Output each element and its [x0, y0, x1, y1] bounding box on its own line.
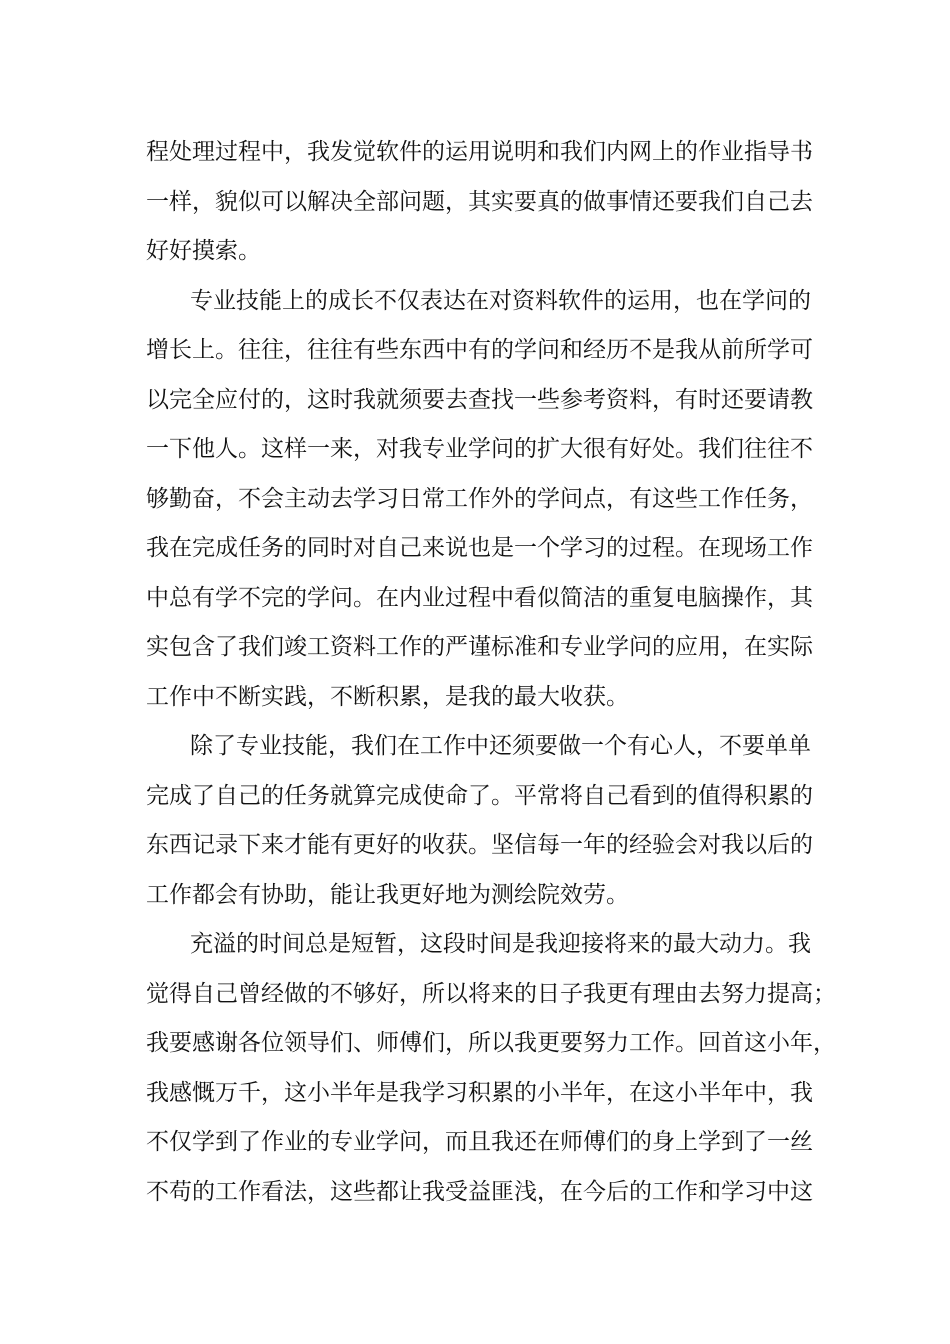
paragraph-start-line: 除了专业技能，我们在工作中还须要做一个有心人，不要单单: [190, 733, 811, 759]
text-line: 我要感谢各位领导们、师傅们，所以我更要努力工作。回首这小年，: [146, 1030, 836, 1056]
text-line: 一下他人。这样一来，对我专业学问的扩大很有好处。我们往往不: [146, 436, 813, 462]
text-line: 以完全应付的，这时我就须要去查找一些参考资料，有时还要请教: [146, 386, 813, 413]
text-line: 完成了自己的任务就算完成使命了。平常将自己看到的值得积累的: [146, 782, 813, 809]
text-line: 增长上。往往，往往有些东西中有的学问和经历不是我从前所学可: [146, 337, 813, 363]
text-line: 够勤奋，不会主动去学习日常工作外的学问点，有这些工作任务，: [146, 485, 813, 512]
paragraph-start-line: 充溢的时间总是短暂，这段时间是我迎接将来的最大动力。我: [190, 931, 811, 957]
text-line: 觉得自己曾经做的不够好，所以将来的日子我更有理由去努力提高；: [146, 980, 836, 1007]
paragraph-start-line: 专业技能上的成长不仅表达在对资料软件的运用，也在学问的: [190, 287, 811, 314]
text-line: 好好摸索。: [146, 238, 261, 264]
text-line: 东西记录下来才能有更好的收获。坚信每一年的经验会对我以后的: [146, 832, 813, 858]
text-line: 程处理过程中，我发觉软件的运用说明和我们内网上的作业指导书: [146, 139, 813, 165]
text-line: 实包含了我们竣工资料工作的严谨标准和专业学问的应用，在实际: [146, 634, 813, 660]
text-line: 工作中不断实践，不断积累，是我的最大收获。: [146, 683, 629, 710]
text-line: 不苟的工作看法，这些都让我受益匪浅，在今后的工作和学习中这: [146, 1178, 813, 1205]
text-line: 我感慨万千，这小半年是我学习积累的小半年，在这小半年中，我: [146, 1079, 813, 1106]
body-text: [146, 128, 836, 1217]
text-line: 不仅学到了作业的专业学问，而且我还在师傅们的身上学到了一丝: [146, 1129, 813, 1155]
text-line: 工作都会有协助，能让我更好地为测绘院效劳。: [146, 881, 629, 908]
text-line: 我在完成任务的同时对自己来说也是一个学习的过程。在现场工作: [146, 535, 813, 561]
text-line: 中总有学不完的学问。在内业过程中看似简洁的重复电脑操作，其: [146, 584, 813, 611]
text-line: 一样，貌似可以解决全部问题，其实要真的做事情还要我们自己去: [146, 188, 813, 215]
